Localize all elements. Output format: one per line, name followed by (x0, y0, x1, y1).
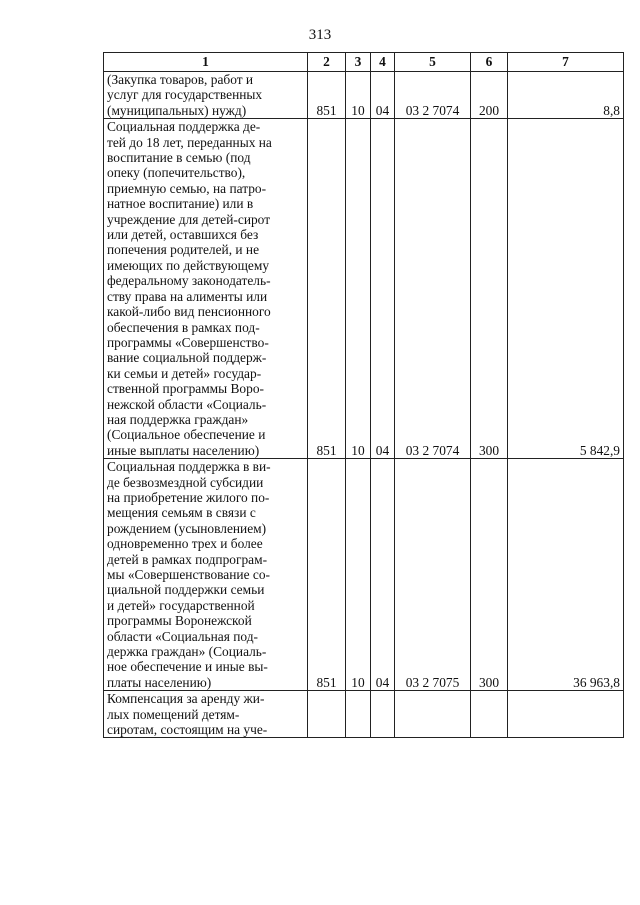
description-line: обеспечения в рамках под- (107, 319, 260, 335)
description-line: вание социальной поддерж- (107, 350, 267, 366)
description-line: попечения родителей, и не (107, 242, 260, 258)
cell-subsection (371, 691, 395, 738)
description-line: нежской области «Социаль- (107, 396, 267, 412)
cell-subsection: 04 (371, 459, 395, 691)
cell-amount (508, 691, 624, 738)
description-line: сиротам, состоящим на уче- (107, 722, 268, 738)
description-line: лых помещений детям- (107, 706, 240, 722)
cell-section: 10 (346, 119, 371, 459)
description-line: держка граждан» (Социаль- (107, 644, 267, 660)
description-line: области «Социальная под- (107, 628, 258, 644)
description-line: опеку (попечительство), (107, 165, 246, 181)
cell-ministry-code: 851 (308, 119, 346, 459)
table-row (104, 72, 624, 119)
description-line: рождением (усыновлением) (107, 520, 267, 536)
cell-target-article (395, 691, 471, 738)
header-col-6: 6 (471, 53, 508, 72)
cell-ministry-code (308, 691, 346, 738)
header-col-1: 1 (104, 53, 308, 72)
cell-amount: 5 842,9 (508, 119, 624, 459)
cell-section: 10 (346, 72, 371, 119)
description-line: воспитание в семью (под (107, 150, 251, 166)
description-line: циальной поддержки семьи (107, 582, 265, 598)
cell-ministry-code: 851 (308, 459, 346, 691)
header-col-3: 3 (346, 53, 371, 72)
description-line: и детей» государственной (107, 597, 255, 613)
page-number: 313 (308, 27, 332, 43)
description-line: учреждение для детей-сирот (107, 211, 271, 227)
description-line: платы населению) (107, 674, 212, 690)
cell-ministry-code: 851 (308, 72, 346, 119)
description-line: услуг для государственных (107, 87, 263, 103)
description-line: приемную семью, на патро- (107, 180, 267, 196)
description-line: ственной программы Воро- (107, 381, 264, 397)
description-line: какой-либо вид пенсионного (107, 304, 271, 320)
header-col-2: 2 (308, 53, 346, 72)
description-line: натное воспитание) или в (107, 196, 254, 212)
description-line: де безвозмездной субсидии (107, 474, 264, 490)
description-line: (Закупка товаров, работ и (107, 72, 254, 87)
description-line: ное обеспечение и иные вы- (107, 659, 268, 675)
description-line: Компенсация за аренду жи- (107, 691, 265, 707)
header-col-7: 7 (508, 53, 624, 72)
description-line: федеральному законодатель- (107, 273, 271, 289)
header-col-4: 4 (371, 53, 395, 72)
description-line: (муниципальных) нужд) (107, 102, 247, 118)
description-line: (Социальное обеспечение и (107, 427, 266, 443)
description-line: иные выплаты населению) (107, 442, 260, 458)
cell-target-article: 03 2 7074 (395, 119, 471, 459)
description-line: программы Воронежской (107, 613, 252, 629)
cell-subsection: 04 (371, 72, 395, 119)
description-line: ки семьи и детей» государ- (107, 365, 262, 381)
description-line: Социальная поддержка в ви- (107, 459, 271, 475)
cell-expense-type (471, 691, 508, 738)
description-line: программы «Совершенство- (107, 334, 269, 350)
header-row (104, 53, 624, 72)
description-line: ству права на алименты или (107, 288, 268, 304)
header-col-5: 5 (395, 53, 471, 72)
description-line: мещения семьям в связи с (107, 505, 256, 521)
cell-section (346, 691, 371, 738)
cell-section: 10 (346, 459, 371, 691)
description-line: тей до 18 лет, переданных на (107, 134, 272, 150)
description-line: ная поддержка граждан» (107, 411, 249, 427)
description-line: на приобретение жилого по- (107, 489, 270, 505)
description-line: или детей, оставшихся без (107, 227, 259, 243)
row-description (104, 459, 308, 691)
cell-expense-type: 300 (471, 119, 508, 459)
table-row (104, 119, 624, 459)
cell-amount: 36 963,8 (508, 459, 624, 691)
description-line: одновременно трех и более (107, 536, 263, 552)
cell-subsection: 04 (371, 119, 395, 459)
cell-expense-type: 200 (471, 72, 508, 119)
budget-table (103, 52, 624, 738)
cell-expense-type: 300 (471, 459, 508, 691)
row-description (104, 691, 308, 738)
row-description (104, 119, 308, 459)
description-line: Социальная поддержка де- (107, 119, 261, 135)
row-description (104, 72, 308, 119)
cell-target-article: 03 2 7075 (395, 459, 471, 691)
table-row (104, 459, 624, 691)
description-line: имеющих по действующему (107, 257, 270, 273)
cell-amount: 8,8 (508, 72, 624, 119)
description-line: мы «Совершенствование со- (107, 567, 270, 582)
cell-target-article: 03 2 7074 (395, 72, 471, 119)
table-row (104, 691, 624, 738)
description-line: детей в рамках подпрограм- (107, 551, 268, 567)
